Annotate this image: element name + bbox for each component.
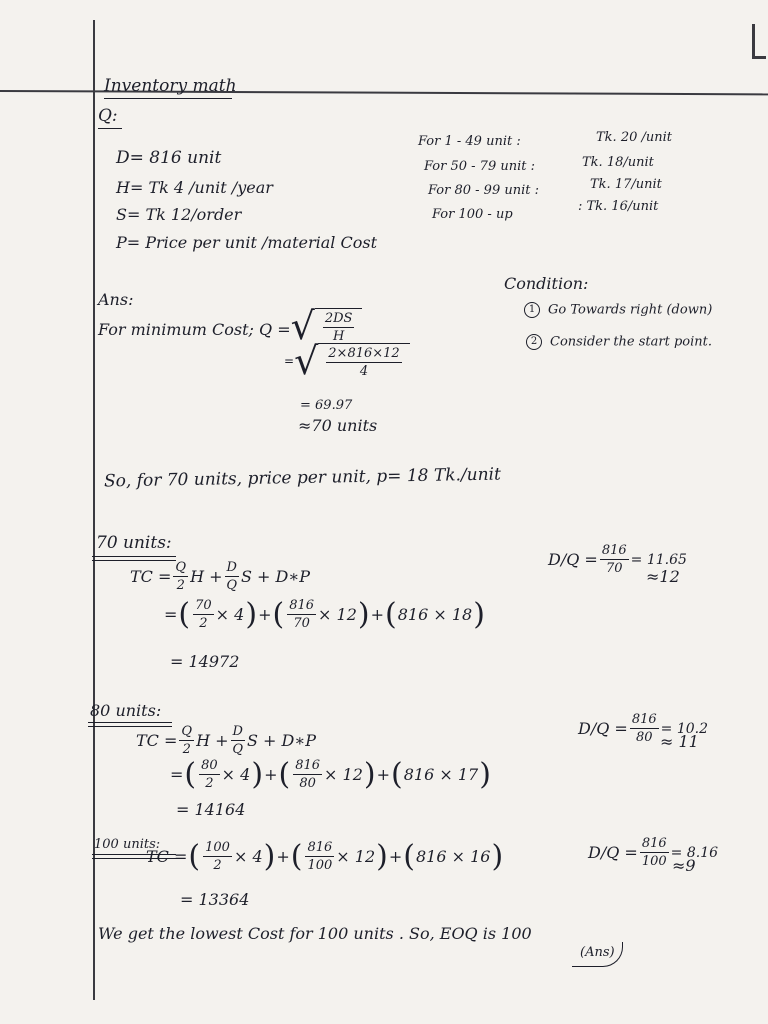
given-setup: S= Tk 12/order	[116, 205, 242, 224]
eoq-formula	[98, 290, 362, 348]
price-break-range: For 80 - 99 unit :	[428, 183, 539, 198]
heading-underline	[92, 556, 176, 557]
condition-title: Condition:	[504, 274, 589, 293]
tc-substitution: = ( $\frac{70}{2}$ × 4 ) + ( $\frac{816}{70}$ × 12 ) + ( 816 × 18 )	[164, 596, 485, 632]
price-break-price: Tk. 18/unit	[582, 155, 654, 170]
given-price: P= Price per unit /material Cost	[116, 233, 378, 252]
final-answer-mark: (Ans)	[580, 945, 615, 960]
fraction: $\frac{816}{70}$	[601, 543, 627, 576]
eoq-result: = 69.97	[300, 398, 353, 413]
case-100-heading: 100 units:	[94, 837, 161, 852]
fraction: $\frac{816}{80}$	[295, 758, 321, 791]
order-frequency-rounded: ≈12	[646, 567, 680, 586]
tc-substitution: = ( $\frac{80}{2}$ × 4 ) + ( $\frac{816}{80}$ × 12 ) + ( 816 × 17 )	[170, 756, 491, 792]
price-break-price: Tk. 17/unit	[590, 177, 662, 192]
condition-item-2	[526, 334, 712, 350]
order-frequency: D/Q = $\frac{816}{80}$ = 10.2	[578, 712, 709, 745]
order-frequency: D/Q = $\frac{816}{100}$ = 8.16	[588, 836, 719, 869]
condition-text: Consider the start point.	[550, 334, 713, 350]
radical-icon: √	[294, 339, 319, 383]
min-cost-text: For minimum Cost; Q =	[98, 319, 291, 339]
fraction: $\frac{816}{80}$	[631, 712, 657, 745]
order-frequency-rounded: ≈ 11	[660, 732, 699, 751]
tc-formula: TC = $\frac{Q}{2}$ H + $\frac{D}{Q}$ S + D∗P	[136, 724, 316, 757]
fraction: $\frac{80}{2}$	[201, 758, 218, 791]
fraction: $\frac{D}{Q}$	[226, 560, 238, 593]
tc-result: = 14972	[170, 652, 240, 671]
fraction: $\frac{D}{Q}$	[232, 724, 244, 757]
fraction: $\frac{2DS}{H}$	[324, 311, 353, 344]
final-statement: We get the lowest Cost for 100 units . So, EOQ is 100	[98, 924, 532, 943]
price-conclusion: So, for 70 units, price per unit, p= 18 Tk./unit	[103, 464, 502, 492]
given-demand: D= 816 unit	[116, 148, 222, 168]
given-holding: H= Tk 4 /unit /year	[116, 178, 273, 197]
price-break-price: : Tk. 16/unit	[578, 199, 659, 214]
condition-text: Go Towards right (down)	[548, 302, 713, 318]
fraction: $\frac{816}{100}$	[307, 840, 333, 873]
answer-scribble	[572, 942, 623, 967]
case-70-heading: 70 units:	[96, 533, 172, 553]
tc-result: = 14164	[176, 800, 246, 819]
tc-substitution: TC = ( $\frac{100}{2}$ × 4 ) + ( $\frac{816}{100}$ × 12 ) + ( 816 × 16 )	[146, 838, 504, 874]
question-underline	[98, 128, 122, 129]
fraction: $\frac{816}{70}$	[289, 598, 315, 631]
price-break-range: For 50 - 79 unit :	[424, 159, 535, 174]
fraction: $\frac{Q}{2}$	[181, 724, 193, 757]
edge-mark	[752, 24, 755, 58]
fraction: $\frac{Q}{2}$	[175, 560, 187, 593]
margin-line	[93, 20, 95, 1000]
radical-icon: √	[290, 304, 315, 348]
heading-underline	[88, 722, 172, 723]
circled-number: 2	[526, 334, 542, 350]
fraction: $\frac{2\times 816\times 12}{4}$	[328, 346, 400, 379]
circled-number: 1	[524, 302, 540, 318]
tc-result: = 13364	[180, 890, 250, 909]
answer-label: Ans:	[98, 290, 134, 309]
sqrt-expression	[294, 339, 410, 383]
title-underline	[104, 98, 232, 99]
tc-formula: TC = $\frac{Q}{2}$ H + $\frac{D}{Q}$ S + D∗P	[130, 560, 310, 593]
eoq-rounded: ≈70 units	[298, 416, 378, 435]
price-break-range: For 100 - up	[432, 207, 513, 222]
price-break-price: Tk. 20 /unit	[596, 130, 672, 145]
order-frequency-rounded: ≈9	[672, 856, 696, 875]
page-title: Inventory math	[104, 76, 237, 96]
order-frequency: D/Q = $\frac{816}{70}$ = 11.65	[548, 543, 687, 576]
fraction: $\frac{100}{2}$	[205, 840, 230, 873]
case-80-heading: 80 units:	[90, 701, 162, 720]
fraction: $\frac{70}{2}$	[195, 598, 212, 631]
fraction: $\frac{816}{100}$	[641, 836, 667, 869]
condition-item-1	[524, 302, 712, 318]
eoq-substitution: = √ $\frac{2\times 816\times 12}{4}$	[284, 342, 410, 380]
price-break-range: For 1 - 49 unit :	[418, 134, 521, 149]
question-label: Q:	[98, 106, 118, 126]
edge-mark-foot	[752, 56, 766, 59]
